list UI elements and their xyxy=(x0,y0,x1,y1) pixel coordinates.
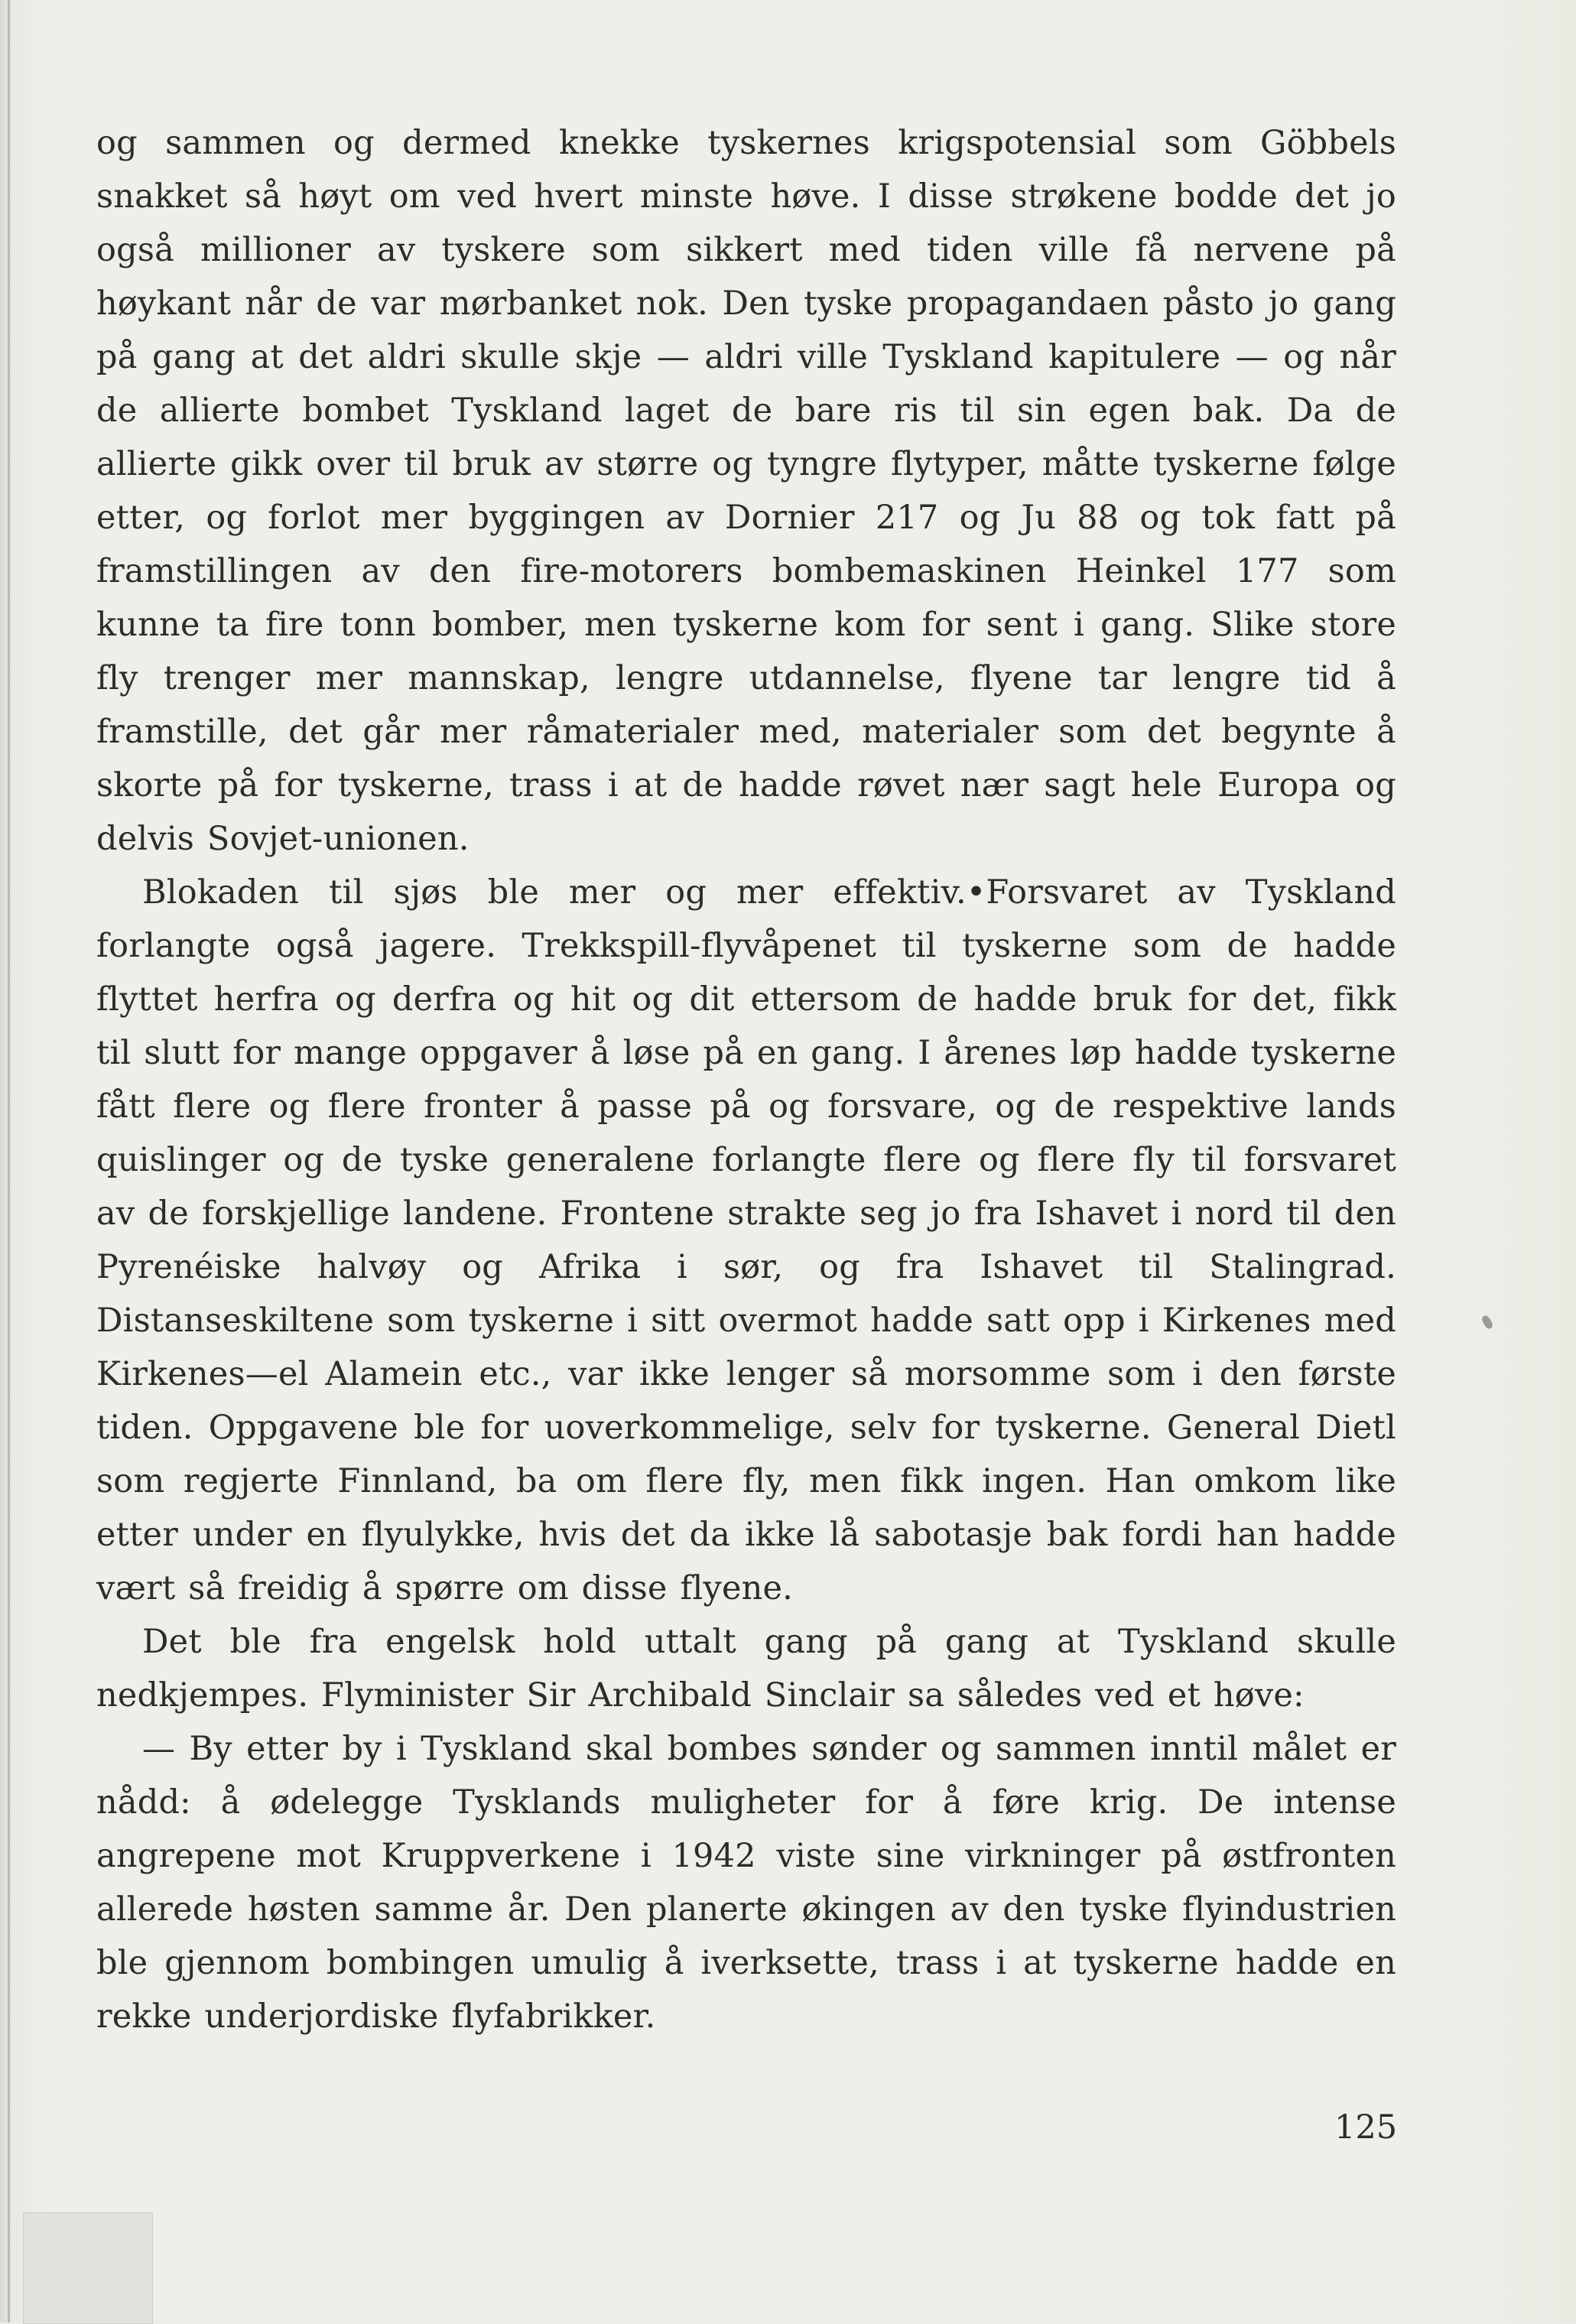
body-text xyxy=(96,116,1396,2043)
library-label-patch xyxy=(23,2212,153,2324)
page-number: 125 xyxy=(1334,2108,1398,2147)
paragraph-2: Blokaden til sjøs ble mer og mer effektiv.•Forsvaret av Tyskland forlangte også jagere. Trekkspill-flyvåpenet til tyskerne som de hadde flyttet herfra og derfra og hit og dit ettersom de hadde bruk for det, fikk til slutt for mange oppgaver å løse på en gang. I årenes løp hadde tyskerne fått flere og flere fronter å passe på og forsvare, og de respektive lands quislinger og de tyske generalene forlangte flere og flere fly til forsvaret av de forskjellige landene. Frontene strakte seg jo fra Ishavet i nord til den Pyrenéiske halvøy og Afrika i sør, og fra Ishavet til Stalingrad. Distanseskiltene som tyskerne i sitt overmot hadde satt opp i Kirkenes med Kirkenes—el Alamein etc., var ikke lenger så morsomme som i den første tiden. Oppgavene ble for uoverkommelige, selv for tyskerne. General Dietl som regjerte Finnland, ba om flere fly, men fikk ingen. Han omkom like etter under en flyulykke, hvis det da ikke lå sabotasje bak fordi han hadde vært så freidig å spørre om disse flyene. xyxy=(96,873,1396,1607)
paragraph-4-quote: — By etter by i Tyskland skal bombes sønder og sammen inntil målet er nådd: å ødelegge Tysklands muligheter for å føre krig. De intense angrepene mot Kruppverkene i 1942 viste sine virkninger på østfronten allerede høsten samme år. Den planerte økingen av den tyske flyindustrien ble gjennom bombingen umulig å iverksette, trass i at tyskerne hadde en rekke underjordiske flyfabrikker. xyxy=(96,1730,1396,2036)
paragraph-3: Det ble fra engelsk hold uttalt gang på gang at Tyskland skulle nedkjempes. Flyminister Sir Archibald Sinclair sa således ved et høve: xyxy=(96,1623,1396,1715)
binding-edge xyxy=(8,0,10,2322)
paper-speck xyxy=(1480,1315,1494,1331)
paragraph-1: og sammen og dermed knekke tyskernes krigspotensial som Göbbels snakket så høyt om ved hvert minste høve. I disse strøkene bodde det jo også millioner av tyskere som sikkert med tiden ville få nervene på høykant når de var mørbanket nok. Den tyske propagandaen påsto jo gang på gang at det aldri skulle skje — aldri ville Tyskland kapitulere — og når de allierte bombet Tyskland laget de bare ris til sin egen bak. Da de allierte gikk over til bruk av større og tyngre flytyper, måtte tyskerne følge etter, og forlot mer byggingen av Dornier 217 og Ju 88 og tok fatt på framstillingen av den fire-motorers bombemaskinen Heinkel 177 som kunne ta fire tonn bomber, men tyskerne kom for sent i gang. Slike store fly trenger mer mannskap, lengre utdannelse, flyene tar lengre tid å framstille, det går mer råmaterialer med, materialer som det begynte å skorte på for tyskerne, trass i at de hadde røvet nær sagt hele Europa og delvis Sovjet-unionen. xyxy=(96,124,1396,858)
